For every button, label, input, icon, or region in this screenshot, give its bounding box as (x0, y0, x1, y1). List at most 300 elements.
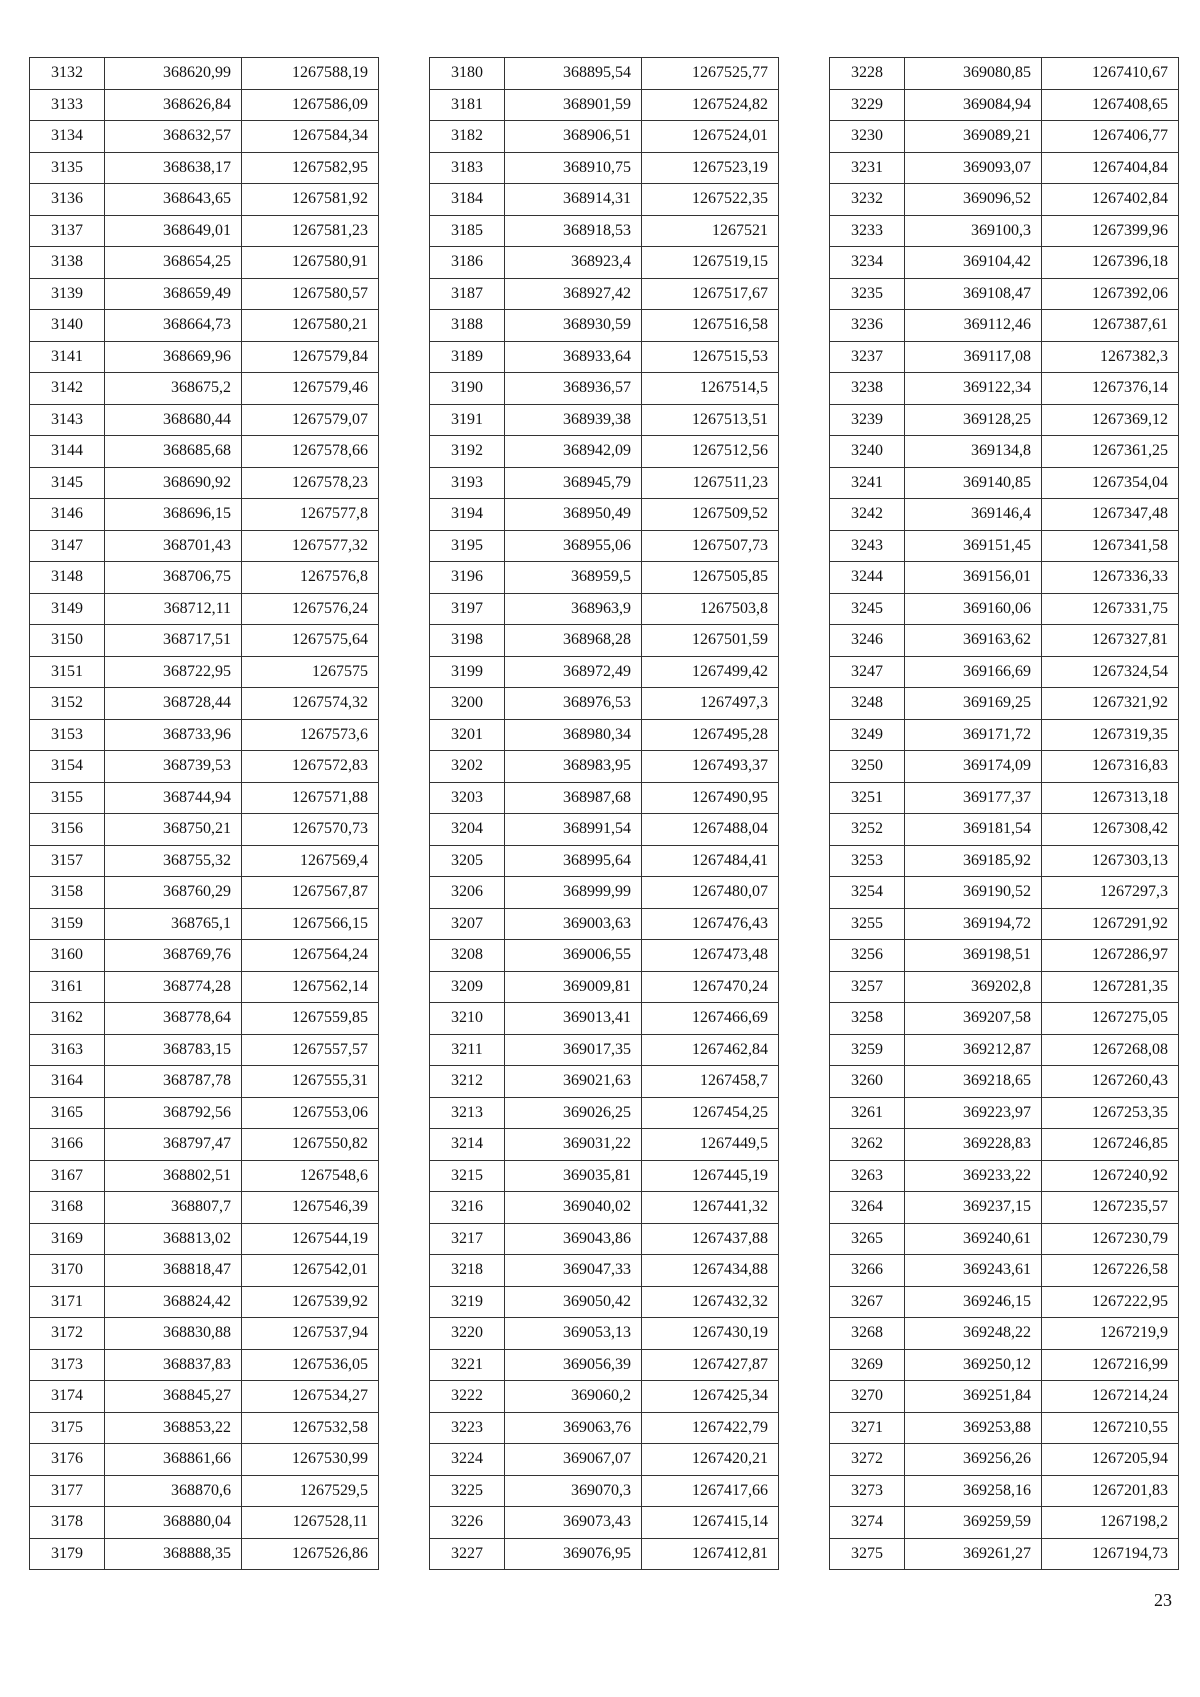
table-row (830, 1192, 1179, 1224)
x-coordinate-cell: 368853,22 (105, 1412, 242, 1444)
y-coordinate-cell: 1267476,43 (642, 908, 779, 940)
point-number-cell: 3257 (830, 971, 905, 1003)
table-row (430, 1255, 779, 1287)
table-row (830, 247, 1179, 279)
table-row (830, 1286, 1179, 1318)
y-coordinate-cell: 1267519,15 (642, 247, 779, 279)
y-coordinate-cell: 1267588,19 (242, 58, 379, 90)
y-coordinate-cell: 1267497,3 (642, 688, 779, 720)
y-coordinate-cell: 1267525,77 (642, 58, 779, 90)
point-number-cell: 3218 (430, 1255, 505, 1287)
table-row (30, 1444, 379, 1476)
y-coordinate-cell: 1267580,21 (242, 310, 379, 342)
point-number-cell: 3269 (830, 1349, 905, 1381)
table-row (830, 1160, 1179, 1192)
table-row (430, 625, 779, 657)
table-row (30, 1034, 379, 1066)
point-number-cell: 3216 (430, 1192, 505, 1224)
y-coordinate-cell: 1267571,88 (242, 782, 379, 814)
x-coordinate-cell: 368942,09 (505, 436, 642, 468)
x-coordinate-cell: 368901,59 (505, 89, 642, 121)
x-coordinate-cell: 369043,86 (505, 1223, 642, 1255)
x-coordinate-cell: 369194,72 (905, 908, 1042, 940)
point-number-cell: 3173 (30, 1349, 105, 1381)
table-row (30, 499, 379, 531)
point-number-cell: 3151 (30, 656, 105, 688)
table-row (30, 1223, 379, 1255)
y-coordinate-cell: 1267566,15 (242, 908, 379, 940)
table-row (430, 719, 779, 751)
x-coordinate-cell: 368778,64 (105, 1003, 242, 1035)
y-coordinate-cell: 1267399,96 (1042, 215, 1179, 247)
point-number-cell: 3189 (430, 341, 505, 373)
table-row (30, 1412, 379, 1444)
x-coordinate-cell: 369050,42 (505, 1286, 642, 1318)
y-coordinate-cell: 1267331,75 (1042, 593, 1179, 625)
y-coordinate-cell: 1267470,24 (642, 971, 779, 1003)
x-coordinate-cell: 369021,63 (505, 1066, 642, 1098)
table-row (430, 1412, 779, 1444)
point-number-cell: 3203 (430, 782, 505, 814)
point-number-cell: 3212 (430, 1066, 505, 1098)
table-body (830, 58, 1179, 1570)
y-coordinate-cell: 1267495,28 (642, 719, 779, 751)
y-coordinate-cell: 1267286,97 (1042, 940, 1179, 972)
y-coordinate-cell: 1267275,05 (1042, 1003, 1179, 1035)
point-number-cell: 3132 (30, 58, 105, 90)
x-coordinate-cell: 369250,12 (905, 1349, 1042, 1381)
x-coordinate-cell: 369171,72 (905, 719, 1042, 751)
y-coordinate-cell: 1267327,81 (1042, 625, 1179, 657)
point-number-cell: 3135 (30, 152, 105, 184)
point-number-cell: 3275 (830, 1538, 905, 1570)
point-number-cell: 3171 (30, 1286, 105, 1318)
table-row (30, 1507, 379, 1539)
y-coordinate-cell: 1267529,5 (242, 1475, 379, 1507)
y-coordinate-cell: 1267586,09 (242, 89, 379, 121)
y-coordinate-cell: 1267404,84 (1042, 152, 1179, 184)
x-coordinate-cell: 368999,99 (505, 877, 642, 909)
point-number-cell: 3137 (30, 215, 105, 247)
x-coordinate-cell: 368659,49 (105, 278, 242, 310)
y-coordinate-cell: 1267219,9 (1042, 1318, 1179, 1350)
point-number-cell: 3163 (30, 1034, 105, 1066)
x-coordinate-cell: 368643,65 (105, 184, 242, 216)
point-number-cell: 3179 (30, 1538, 105, 1570)
table-row (30, 436, 379, 468)
point-number-cell: 3270 (830, 1381, 905, 1413)
point-number-cell: 3136 (30, 184, 105, 216)
table-row (430, 751, 779, 783)
y-coordinate-cell: 1267369,12 (1042, 404, 1179, 436)
point-number-cell: 3159 (30, 908, 105, 940)
y-coordinate-cell: 1267347,48 (1042, 499, 1179, 531)
table-row (830, 656, 1179, 688)
point-number-cell: 3205 (430, 845, 505, 877)
table-row (830, 1507, 1179, 1539)
x-coordinate-cell: 368717,51 (105, 625, 242, 657)
point-number-cell: 3184 (430, 184, 505, 216)
x-coordinate-cell: 369093,07 (905, 152, 1042, 184)
x-coordinate-cell: 369212,87 (905, 1034, 1042, 1066)
x-coordinate-cell: 369009,81 (505, 971, 642, 1003)
table-body (430, 58, 779, 1570)
y-coordinate-cell: 1267542,01 (242, 1255, 379, 1287)
x-coordinate-cell: 369067,07 (505, 1444, 642, 1476)
y-coordinate-cell: 1267260,43 (1042, 1066, 1179, 1098)
x-coordinate-cell: 369228,83 (905, 1129, 1042, 1161)
y-coordinate-cell: 1267354,04 (1042, 467, 1179, 499)
y-coordinate-cell: 1267420,21 (642, 1444, 779, 1476)
x-coordinate-cell: 368750,21 (105, 814, 242, 846)
x-coordinate-cell: 369185,92 (905, 845, 1042, 877)
point-number-cell: 3170 (30, 1255, 105, 1287)
y-coordinate-cell: 1267396,18 (1042, 247, 1179, 279)
point-number-cell: 3204 (430, 814, 505, 846)
table-row (430, 1097, 779, 1129)
table-row (430, 877, 779, 909)
x-coordinate-cell: 369063,76 (505, 1412, 642, 1444)
table-row (30, 215, 379, 247)
y-coordinate-cell: 1267427,87 (642, 1349, 779, 1381)
table-row (430, 1160, 779, 1192)
point-number-cell: 3231 (830, 152, 905, 184)
x-coordinate-cell: 368845,27 (105, 1381, 242, 1413)
point-number-cell: 3210 (430, 1003, 505, 1035)
point-number-cell: 3244 (830, 562, 905, 594)
x-coordinate-cell: 368620,99 (105, 58, 242, 90)
point-number-cell: 3160 (30, 940, 105, 972)
y-coordinate-cell: 1267425,34 (642, 1381, 779, 1413)
y-coordinate-cell: 1267582,95 (242, 152, 379, 184)
x-coordinate-cell: 368744,94 (105, 782, 242, 814)
coordinate-table-3 (829, 57, 1179, 1570)
x-coordinate-cell: 369053,13 (505, 1318, 642, 1350)
table-row (830, 215, 1179, 247)
y-coordinate-cell: 1267376,14 (1042, 373, 1179, 405)
y-coordinate-cell: 1267324,54 (1042, 656, 1179, 688)
y-coordinate-cell: 1267553,06 (242, 1097, 379, 1129)
x-coordinate-cell: 369251,84 (905, 1381, 1042, 1413)
x-coordinate-cell: 368870,6 (105, 1475, 242, 1507)
table-row (430, 1223, 779, 1255)
table-row (30, 562, 379, 594)
y-coordinate-cell: 1267575,64 (242, 625, 379, 657)
table-row (30, 1381, 379, 1413)
y-coordinate-cell: 1267574,32 (242, 688, 379, 720)
table-row (30, 625, 379, 657)
table-row (830, 1223, 1179, 1255)
table-row (30, 121, 379, 153)
point-number-cell: 3221 (430, 1349, 505, 1381)
y-coordinate-cell: 1267341,58 (1042, 530, 1179, 562)
table-row (830, 373, 1179, 405)
x-coordinate-cell: 369026,25 (505, 1097, 642, 1129)
table-row (830, 278, 1179, 310)
x-coordinate-cell: 368895,54 (505, 58, 642, 90)
x-coordinate-cell: 368626,84 (105, 89, 242, 121)
x-coordinate-cell: 369233,22 (905, 1160, 1042, 1192)
point-number-cell: 3240 (830, 436, 905, 468)
point-number-cell: 3235 (830, 278, 905, 310)
table-row (830, 58, 1179, 90)
y-coordinate-cell: 1267559,85 (242, 1003, 379, 1035)
point-number-cell: 3260 (830, 1066, 905, 1098)
table-row (430, 688, 779, 720)
table-row (30, 373, 379, 405)
point-number-cell: 3223 (430, 1412, 505, 1444)
point-number-cell: 3262 (830, 1129, 905, 1161)
x-coordinate-cell: 368733,96 (105, 719, 242, 751)
table-body (30, 58, 379, 1570)
point-number-cell: 3259 (830, 1034, 905, 1066)
table-row (830, 1349, 1179, 1381)
x-coordinate-cell: 369060,2 (505, 1381, 642, 1413)
y-coordinate-cell: 1267194,73 (1042, 1538, 1179, 1570)
y-coordinate-cell: 1267515,53 (642, 341, 779, 373)
x-coordinate-cell: 368972,49 (505, 656, 642, 688)
x-coordinate-cell: 368774,28 (105, 971, 242, 1003)
y-coordinate-cell: 1267575 (242, 656, 379, 688)
y-coordinate-cell: 1267581,92 (242, 184, 379, 216)
x-coordinate-cell: 368797,47 (105, 1129, 242, 1161)
table-row (430, 971, 779, 1003)
x-coordinate-cell: 368769,76 (105, 940, 242, 972)
table-row (30, 1475, 379, 1507)
point-number-cell: 3183 (430, 152, 505, 184)
page-number: 23 (1154, 1590, 1172, 1610)
y-coordinate-cell: 1267572,83 (242, 751, 379, 783)
point-number-cell: 3144 (30, 436, 105, 468)
point-number-cell: 3229 (830, 89, 905, 121)
point-number-cell: 3206 (430, 877, 505, 909)
point-number-cell: 3246 (830, 625, 905, 657)
y-coordinate-cell: 1267415,14 (642, 1507, 779, 1539)
y-coordinate-cell: 1267417,66 (642, 1475, 779, 1507)
y-coordinate-cell: 1267422,79 (642, 1412, 779, 1444)
point-number-cell: 3242 (830, 499, 905, 531)
y-coordinate-cell: 1267562,14 (242, 971, 379, 1003)
x-coordinate-cell: 369056,39 (505, 1349, 642, 1381)
table-row (30, 751, 379, 783)
y-coordinate-cell: 1267253,35 (1042, 1097, 1179, 1129)
point-number-cell: 3168 (30, 1192, 105, 1224)
table-row (830, 499, 1179, 531)
point-number-cell: 3158 (30, 877, 105, 909)
table-row (430, 1475, 779, 1507)
point-number-cell: 3248 (830, 688, 905, 720)
table-row (30, 1538, 379, 1570)
point-number-cell: 3143 (30, 404, 105, 436)
table-row (430, 1129, 779, 1161)
table-row (30, 341, 379, 373)
y-coordinate-cell: 1267303,13 (1042, 845, 1179, 877)
point-number-cell: 3164 (30, 1066, 105, 1098)
y-coordinate-cell: 1267523,19 (642, 152, 779, 184)
x-coordinate-cell: 369140,85 (905, 467, 1042, 499)
table-row (430, 121, 779, 153)
x-coordinate-cell: 368722,95 (105, 656, 242, 688)
table-row (430, 89, 779, 121)
x-coordinate-cell: 368991,54 (505, 814, 642, 846)
point-number-cell: 3243 (830, 530, 905, 562)
x-coordinate-cell: 369181,54 (905, 814, 1042, 846)
table-row (430, 310, 779, 342)
x-coordinate-cell: 368950,49 (505, 499, 642, 531)
y-coordinate-cell: 1267201,83 (1042, 1475, 1179, 1507)
y-coordinate-cell: 1267555,31 (242, 1066, 379, 1098)
y-coordinate-cell: 1267230,79 (1042, 1223, 1179, 1255)
x-coordinate-cell: 369112,46 (905, 310, 1042, 342)
point-number-cell: 3156 (30, 814, 105, 846)
table-row (430, 1349, 779, 1381)
point-number-cell: 3155 (30, 782, 105, 814)
y-coordinate-cell: 1267412,81 (642, 1538, 779, 1570)
y-coordinate-cell: 1267557,57 (242, 1034, 379, 1066)
x-coordinate-cell: 368963,9 (505, 593, 642, 625)
x-coordinate-cell: 368824,42 (105, 1286, 242, 1318)
point-number-cell: 3230 (830, 121, 905, 153)
table-row (830, 688, 1179, 720)
x-coordinate-cell: 368654,25 (105, 247, 242, 279)
x-coordinate-cell: 369190,52 (905, 877, 1042, 909)
x-coordinate-cell: 369122,34 (905, 373, 1042, 405)
table-row (30, 1003, 379, 1035)
y-coordinate-cell: 1267313,18 (1042, 782, 1179, 814)
x-coordinate-cell: 369160,06 (905, 593, 1042, 625)
table-row (430, 1066, 779, 1098)
y-coordinate-cell: 1267392,06 (1042, 278, 1179, 310)
table-row (430, 58, 779, 90)
table-row (830, 89, 1179, 121)
point-number-cell: 3142 (30, 373, 105, 405)
table-row (30, 58, 379, 90)
table-row (430, 530, 779, 562)
x-coordinate-cell: 368792,56 (105, 1097, 242, 1129)
point-number-cell: 3175 (30, 1412, 105, 1444)
y-coordinate-cell: 1267462,84 (642, 1034, 779, 1066)
x-coordinate-cell: 369248,22 (905, 1318, 1042, 1350)
table-row (430, 152, 779, 184)
table-row (30, 688, 379, 720)
x-coordinate-cell: 368995,64 (505, 845, 642, 877)
point-number-cell: 3222 (430, 1381, 505, 1413)
point-number-cell: 3215 (430, 1160, 505, 1192)
y-coordinate-cell: 1267402,84 (1042, 184, 1179, 216)
y-coordinate-cell: 1267480,07 (642, 877, 779, 909)
point-number-cell: 3261 (830, 1097, 905, 1129)
table-row (430, 1444, 779, 1476)
point-number-cell: 3266 (830, 1255, 905, 1287)
x-coordinate-cell: 368675,2 (105, 373, 242, 405)
point-number-cell: 3273 (830, 1475, 905, 1507)
table-row (430, 1286, 779, 1318)
table-row (830, 1412, 1179, 1444)
x-coordinate-cell: 369156,01 (905, 562, 1042, 594)
y-coordinate-cell: 1267198,2 (1042, 1507, 1179, 1539)
table-row (830, 1129, 1179, 1161)
y-coordinate-cell: 1267524,01 (642, 121, 779, 153)
y-coordinate-cell: 1267432,32 (642, 1286, 779, 1318)
x-coordinate-cell: 368632,57 (105, 121, 242, 153)
table-row (430, 1192, 779, 1224)
point-number-cell: 3162 (30, 1003, 105, 1035)
x-coordinate-cell: 369073,43 (505, 1507, 642, 1539)
x-coordinate-cell: 369253,88 (905, 1412, 1042, 1444)
x-coordinate-cell: 368914,31 (505, 184, 642, 216)
x-coordinate-cell: 369218,65 (905, 1066, 1042, 1098)
table-row (30, 1097, 379, 1129)
table-row (830, 1097, 1179, 1129)
y-coordinate-cell: 1267578,66 (242, 436, 379, 468)
x-coordinate-cell: 369084,94 (905, 89, 1042, 121)
y-coordinate-cell: 1267569,4 (242, 845, 379, 877)
y-coordinate-cell: 1267449,5 (642, 1129, 779, 1161)
table-row (830, 404, 1179, 436)
y-coordinate-cell: 1267488,04 (642, 814, 779, 846)
point-number-cell: 3267 (830, 1286, 905, 1318)
point-number-cell: 3181 (430, 89, 505, 121)
y-coordinate-cell: 1267505,85 (642, 562, 779, 594)
table-row (830, 751, 1179, 783)
point-number-cell: 3134 (30, 121, 105, 153)
y-coordinate-cell: 1267564,24 (242, 940, 379, 972)
x-coordinate-cell: 368910,75 (505, 152, 642, 184)
y-coordinate-cell: 1267316,83 (1042, 751, 1179, 783)
point-number-cell: 3207 (430, 908, 505, 940)
table-row (30, 782, 379, 814)
x-coordinate-cell: 368933,64 (505, 341, 642, 373)
table-row (830, 1444, 1179, 1476)
y-coordinate-cell: 1267580,91 (242, 247, 379, 279)
x-coordinate-cell: 368968,28 (505, 625, 642, 657)
y-coordinate-cell: 1267548,6 (242, 1160, 379, 1192)
point-number-cell: 3254 (830, 877, 905, 909)
table-row (830, 121, 1179, 153)
x-coordinate-cell: 368680,44 (105, 404, 242, 436)
y-coordinate-cell: 1267577,32 (242, 530, 379, 562)
table-row (30, 908, 379, 940)
x-coordinate-cell: 369198,51 (905, 940, 1042, 972)
table-row (430, 247, 779, 279)
x-coordinate-cell: 368955,06 (505, 530, 642, 562)
y-coordinate-cell: 1267434,88 (642, 1255, 779, 1287)
point-number-cell: 3250 (830, 751, 905, 783)
y-coordinate-cell: 1267579,07 (242, 404, 379, 436)
table-row (430, 341, 779, 373)
y-coordinate-cell: 1267408,65 (1042, 89, 1179, 121)
point-number-cell: 3268 (830, 1318, 905, 1350)
point-number-cell: 3174 (30, 1381, 105, 1413)
y-coordinate-cell: 1267536,05 (242, 1349, 379, 1381)
y-coordinate-cell: 1267503,8 (642, 593, 779, 625)
x-coordinate-cell: 369237,15 (905, 1192, 1042, 1224)
point-number-cell: 3188 (430, 310, 505, 342)
x-coordinate-cell: 369151,45 (905, 530, 1042, 562)
table-row (830, 184, 1179, 216)
x-coordinate-cell: 369177,37 (905, 782, 1042, 814)
table-row (30, 1192, 379, 1224)
table-row (30, 940, 379, 972)
point-number-cell: 3225 (430, 1475, 505, 1507)
table-row (830, 845, 1179, 877)
x-coordinate-cell: 369258,16 (905, 1475, 1042, 1507)
y-coordinate-cell: 1267445,19 (642, 1160, 779, 1192)
point-number-cell: 3255 (830, 908, 905, 940)
y-coordinate-cell: 1267534,27 (242, 1381, 379, 1413)
table-row (830, 971, 1179, 1003)
y-coordinate-cell: 1267501,59 (642, 625, 779, 657)
